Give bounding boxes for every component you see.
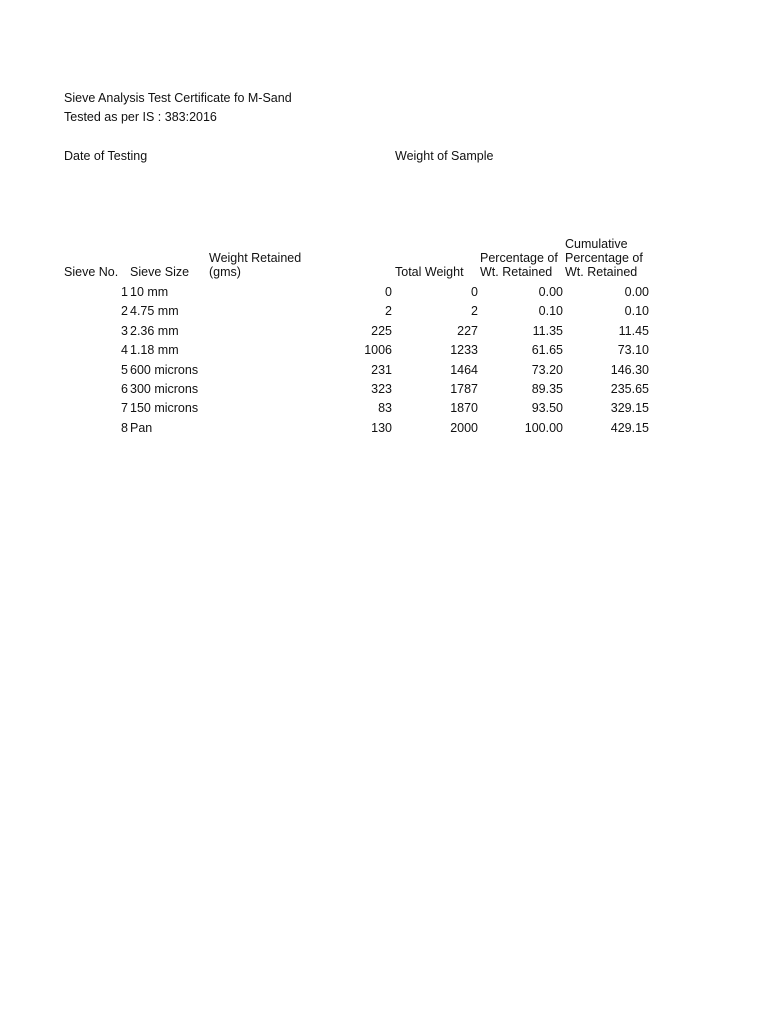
cell-sieve-size: 2.36 mm — [130, 323, 179, 338]
cell-cumulative: 11.45 — [618, 323, 649, 338]
table-row — [0, 363, 768, 382]
header-weight-retained — [209, 251, 301, 279]
cell-sieve-size: 1.18 mm — [130, 343, 179, 358]
date-of-testing-label: Date of Testing — [64, 149, 148, 163]
cell-total-weight: 1870 — [450, 401, 478, 416]
table-row — [0, 324, 768, 343]
cell-cumulative: 235.65 — [610, 381, 649, 396]
cell-percentage: 61.65 — [531, 343, 563, 358]
document-subtitle: Tested as per IS : 383:2016 — [64, 110, 217, 124]
cell-cumulative: 146.30 — [610, 362, 649, 377]
cell-sieve-no: 8 — [121, 420, 128, 435]
cell-weight-retained: 0 — [385, 285, 392, 299]
cell-total-weight: 0 — [471, 285, 478, 299]
header-sieve-no: Sieve No. — [64, 265, 119, 279]
cell-cumulative: 329.15 — [610, 401, 649, 416]
header-cumulative-percentage — [565, 237, 643, 279]
cell-percentage: 11.35 — [532, 323, 563, 338]
cell-sieve-no: 3 — [121, 323, 128, 338]
cell-cumulative: 73.10 — [617, 343, 649, 358]
cell-sieve-size: Pan — [130, 420, 153, 435]
cell-percentage: 93.50 — [531, 401, 563, 416]
table-row — [0, 304, 768, 323]
header-sieve-size: Sieve Size — [130, 265, 190, 279]
cell-total-weight: 1233 — [450, 343, 478, 358]
header-percentage-retained — [480, 251, 558, 279]
header-cumulative-line1: Cumulative — [565, 237, 628, 251]
cell-sieve-no: 4 — [121, 343, 128, 358]
header-weight-retained-line2: (gms) — [209, 265, 241, 279]
cell-weight-retained: 1006 — [364, 343, 392, 358]
cell-sieve-size: 600 microns — [130, 362, 199, 377]
cell-cumulative: 0.00 — [624, 285, 649, 299]
cell-weight-retained: 231 — [371, 362, 392, 377]
cell-total-weight: 2 — [471, 304, 478, 319]
cell-total-weight: 1787 — [450, 381, 478, 396]
table-row — [0, 285, 768, 304]
header-percentage-line1: Percentage of — [480, 251, 558, 265]
document-title: Sieve Analysis Test Certificate fo M-Sand — [64, 91, 292, 105]
cell-total-weight: 1464 — [450, 362, 478, 377]
table-row — [0, 401, 768, 420]
cell-sieve-no: 7 — [121, 401, 128, 416]
cell-sieve-no: 2 — [121, 304, 128, 319]
header-weight-retained-line1: Weight Retained — [209, 251, 302, 265]
cell-sieve-no: 6 — [121, 381, 128, 396]
cell-total-weight: 227 — [457, 323, 478, 338]
cell-cumulative: 0.10 — [624, 304, 649, 319]
cell-weight-retained: 323 — [371, 381, 392, 396]
cell-percentage: 100.00 — [524, 420, 563, 435]
cell-sieve-size: 300 microns — [130, 381, 199, 396]
cell-sieve-size: 10 mm — [130, 285, 169, 299]
header-cumulative-line3: Wt. Retained — [565, 265, 638, 279]
cell-sieve-no: 1 — [121, 285, 128, 299]
cell-sieve-no: 5 — [121, 362, 128, 377]
cell-percentage: 89.35 — [531, 381, 563, 396]
cell-cumulative: 429.15 — [610, 420, 649, 435]
cell-percentage: 73.20 — [531, 362, 563, 377]
weight-of-sample-label: Weight of Sample — [395, 149, 494, 163]
table-row — [0, 382, 768, 401]
cell-weight-retained: 83 — [378, 401, 392, 416]
table-row — [0, 343, 768, 362]
header-cumulative-line2: Percentage of — [565, 251, 643, 265]
header-percentage-line2: Wt. Retained — [480, 265, 553, 279]
cell-sieve-size: 150 microns — [130, 401, 199, 416]
header-total-weight: Total Weight — [395, 265, 464, 279]
cell-sieve-size: 4.75 mm — [130, 304, 179, 319]
cell-weight-retained: 2 — [385, 304, 392, 319]
cell-total-weight: 2000 — [450, 420, 478, 435]
sieve-table-body — [0, 285, 768, 440]
table-row — [0, 421, 768, 440]
cell-weight-retained: 225 — [371, 323, 392, 338]
cell-percentage: 0.10 — [538, 304, 563, 319]
cell-percentage: 0.00 — [538, 285, 563, 299]
cell-weight-retained: 130 — [371, 420, 392, 435]
